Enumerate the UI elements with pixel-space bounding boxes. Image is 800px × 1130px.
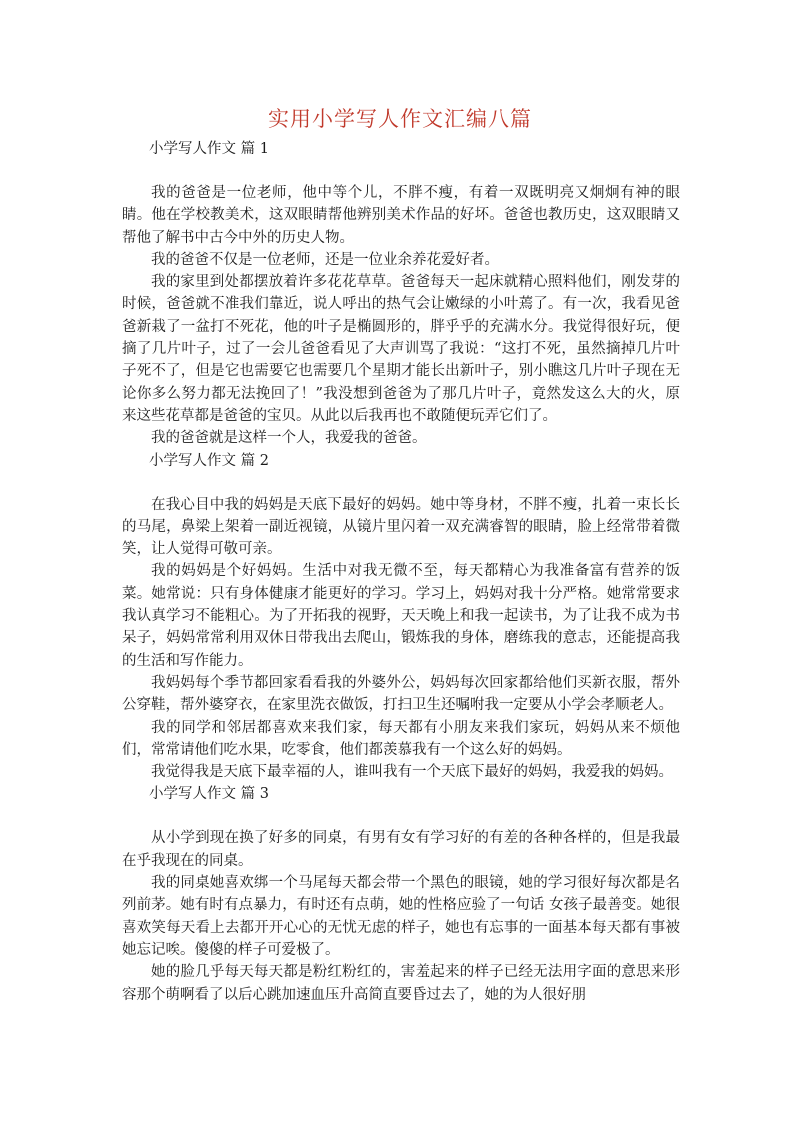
document-title: 实用小学写人作文汇编八篇 [268, 107, 532, 131]
paragraph: 在我心目中我的妈妈是天底下最好的妈妈。她中等身材，不胖不瘦，扎着一束长长的马尾，鼻梁上架着一副近视镜，从镜片里闪着一双充满睿智的眼睛，脸上经常带着微笑，让人觉得可敬可亲。 [122, 496, 680, 558]
section-heading: 小学写人作文 篇 2 [149, 452, 269, 469]
paragraph: 我的爸爸不仅是一位老师，还是一位业余养花爱好者。 [151, 251, 499, 268]
paragraph: 我的同桌她喜欢绑一个马尾每天都会带一个黑色的眼镜，她的学习很好每次都是名列前茅。她有时有点暴力，有时还有点萌，她的性格应验了一句话 女孩子最善变。她很喜欢笑每天看上去都开开心心的无忧无虑的样子，她也有忘事的一面基本每天都有事被她忘记唉。傻傻的样子可爱极了。 [122, 875, 680, 958]
paragraph: 我觉得我是天底下最幸福的人，谁叫我有一个天底下最好的妈妈，我爱我的妈妈。 [151, 764, 673, 781]
document-body [122, 138, 680, 1006]
paragraph: 我的同学和邻居都喜欢来我们家，每天都有小朋友来我们家玩，妈妈从来不烦他们，常常请他们吃水果，吃零食，他们都羡慕我有一个这么好的妈妈。 [122, 719, 680, 758]
section-2 [122, 450, 680, 784]
paragraph: 从小学到现在换了好多的同桌，有男有女有学习好的有差的各种各样的，但是我最在乎我现在的同桌。 [122, 830, 680, 869]
paragraph: 我的爸爸是一位老师，他中等个儿，不胖不瘦，有着一双既明亮又炯炯有神的眼睛。他在学校教美术，这双眼睛帮他辨别美术作品的好坏。爸爸也教历史，这双眼睛又帮他了解书中古今中外的历史人物。 [122, 185, 680, 246]
paragraph: 我的爸爸就是这样一个人，我爱我的爸爸。 [151, 430, 427, 447]
section-1 [122, 138, 680, 450]
paragraph: 我的家里到处都摆放着许多花花草草。爸爸每天一起床就精心照料他们，刚发芽的时候，爸爸就不准我们靠近，说人呼出的热气会让嫩绿的小叶蔫了。有一次，我看见爸爸新栽了一盆打不死花，他的叶子是椭圆形的，胖乎乎的充满水分。我觉得很好玩，便摘了几片叶子，过了一会儿爸爸看见了大声训骂了我说：“这打不死，虽然摘掉几片叶子死不了，但是它也需要它也需要几个星期才能长出新叶子，别小瞧这几片叶子现在无论你多么努力都无法挽回了！”我没想到爸爸为了那几片叶子，竟然发这么大的火，原来这些花草都是爸爸的宝贝。从此以后我再也不敢随便玩弄它们了。 [122, 274, 680, 424]
paragraph: 我的妈妈是个好妈妈。生活中对我无微不至，每天都精心为我准备富有营养的饭菜。她常说：只有身体健康才能更好的学习。学习上，妈妈对我十分严格。她常常要求我认真学习不能粗心。为了开拓我的视野，天天晚上和我一起读书，为了让我不成为书呆子，妈妈常常利用双休日带我出去爬山，锻炼我的身体，磨练我的意志，还能提高我的生活和写作能力。 [122, 563, 680, 669]
section-heading: 小学写人作文 篇 3 [149, 786, 269, 803]
paragraph: 她的脸几乎每天每天都是粉红粉红的，害羞起来的样子已经无法用字面的意思来形容那个萌啊看了以后心跳加速血压升高简直要昏过去了，她的为人很好朋 [122, 964, 680, 1003]
paragraph: 我妈妈每个季节都回家看看我的外婆外公，妈妈每次回家都给他们买新衣服，帮外公穿鞋，帮外婆穿衣，在家里洗衣做饭，打扫卫生还嘱咐我一定要从小学会孝顺老人。 [122, 674, 680, 714]
section-heading: 小学写人作文 篇 1 [149, 141, 269, 157]
section-3 [122, 783, 680, 1005]
